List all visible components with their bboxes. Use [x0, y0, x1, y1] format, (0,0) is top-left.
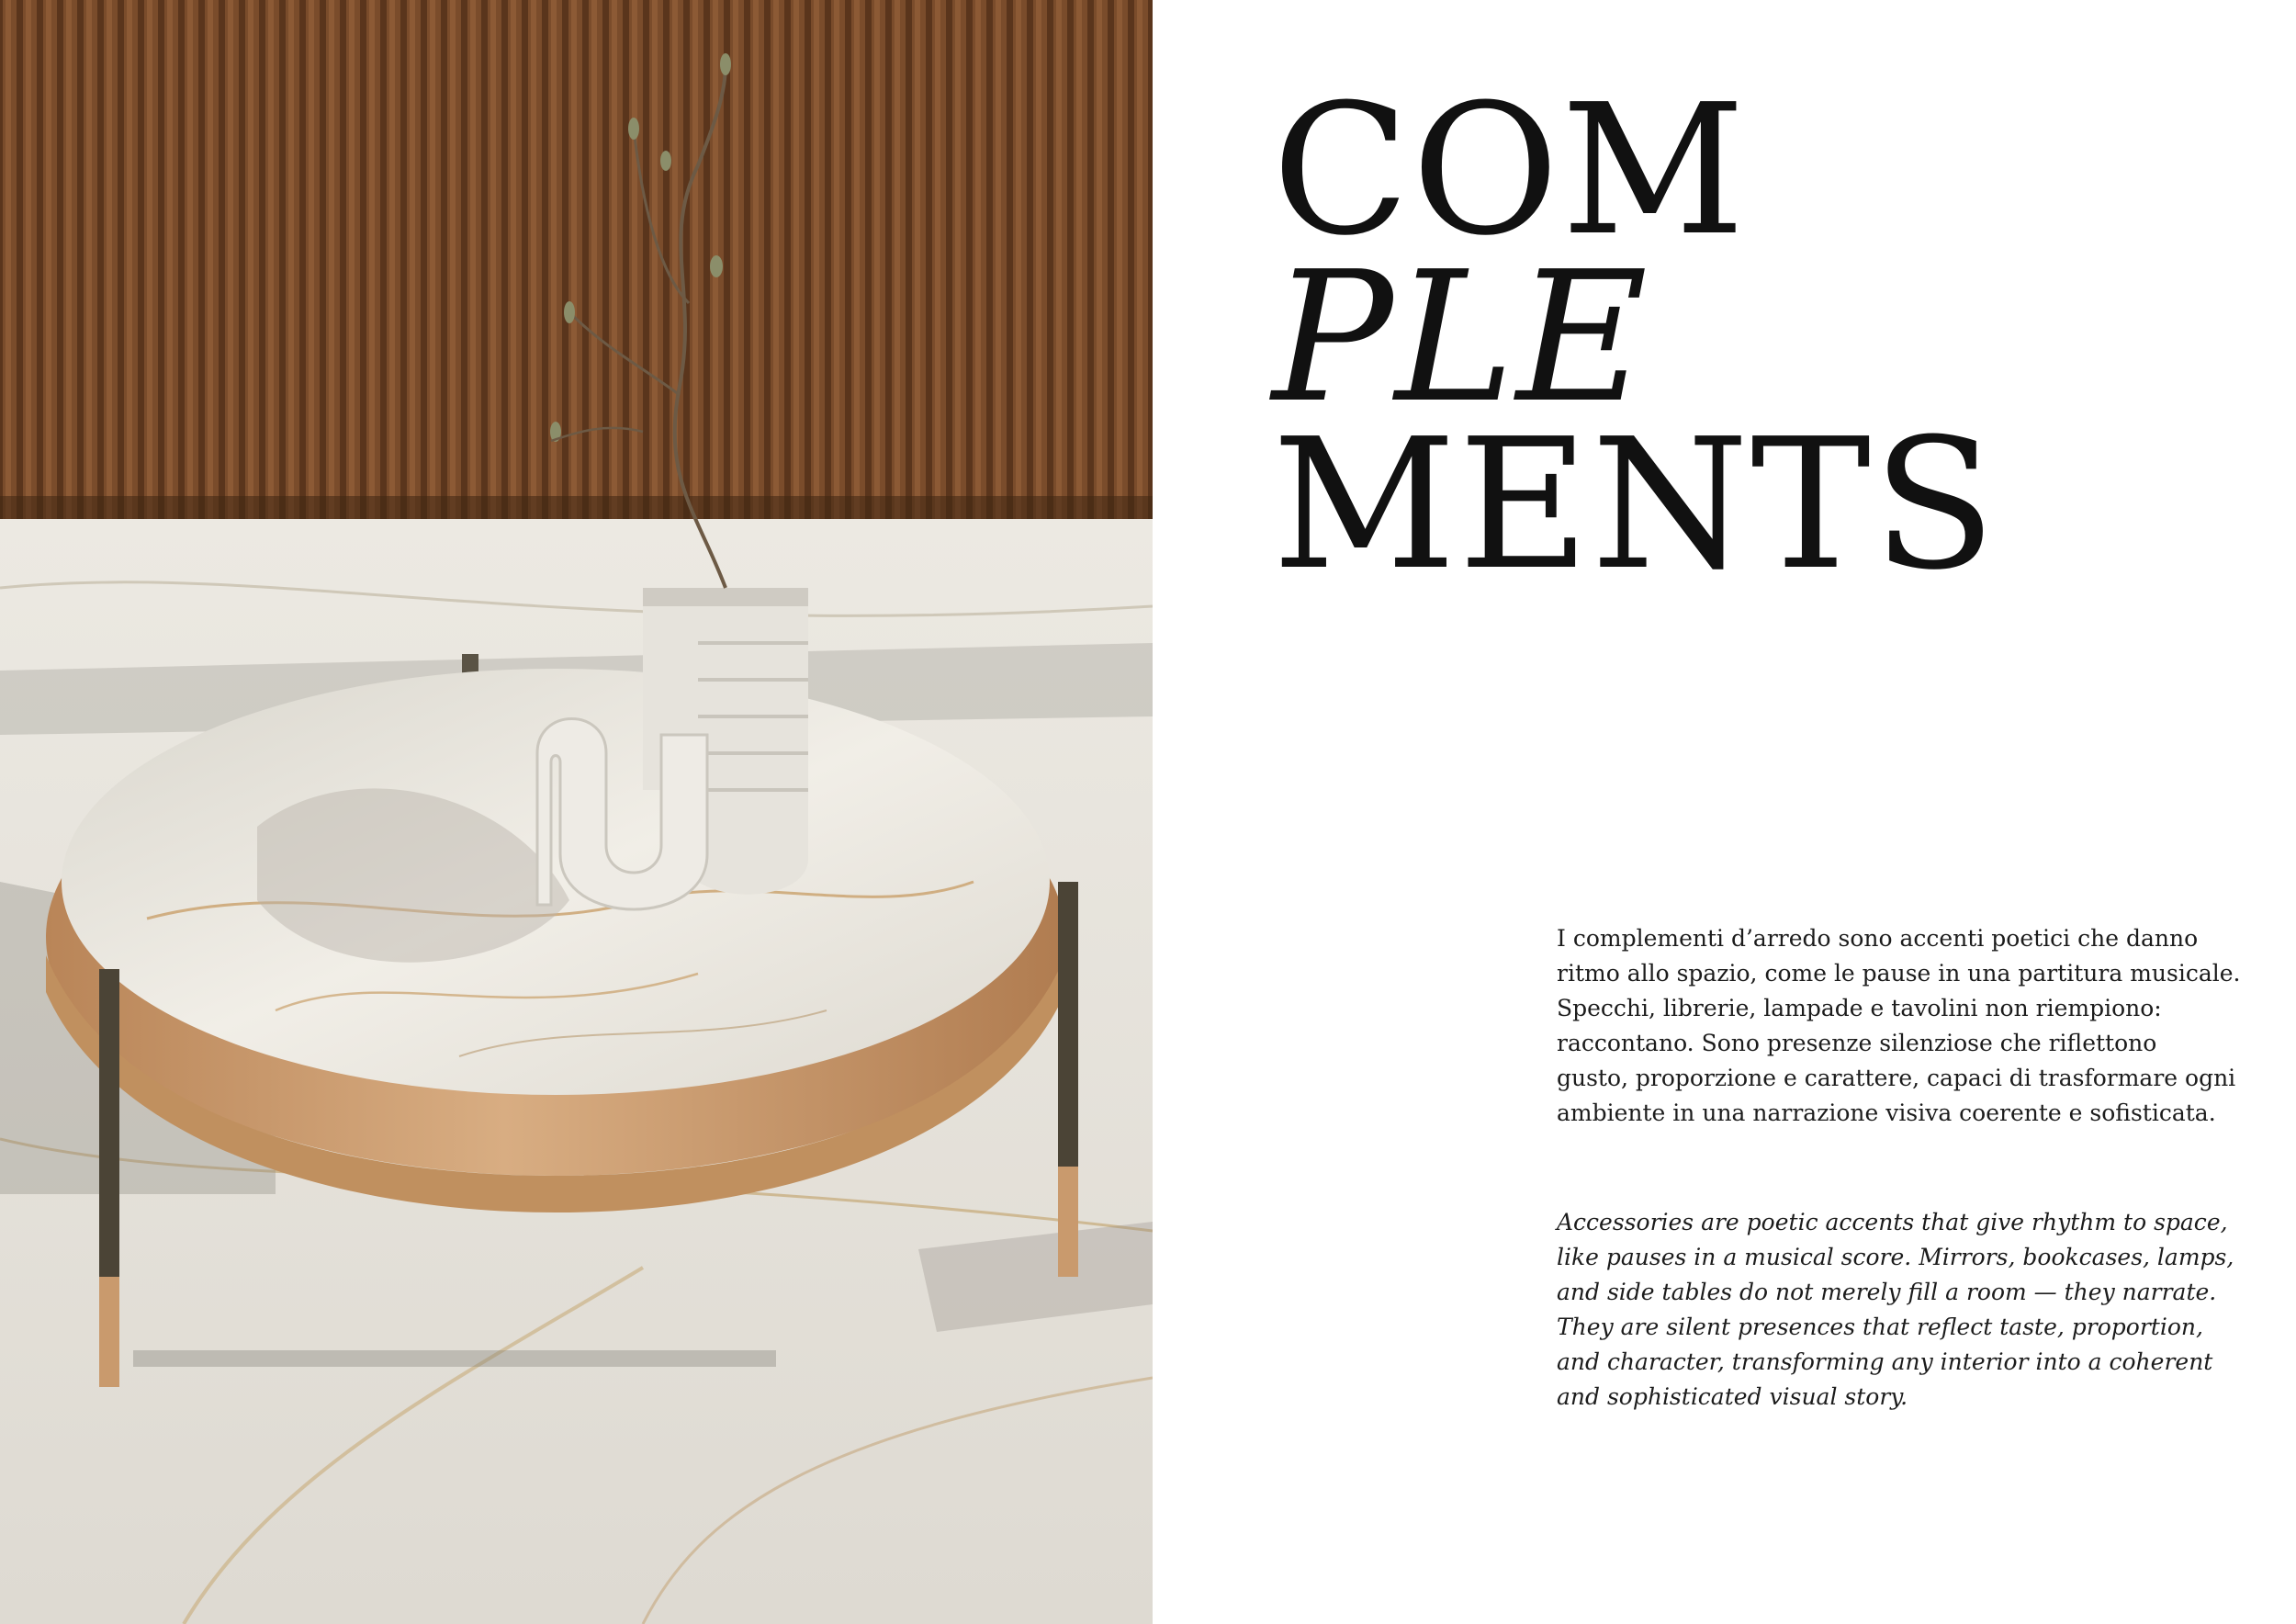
italian-line: I complementi d’arredo sono accenti poetici che danno: [1557, 925, 2199, 952]
italian-line: Specchi, librerie, lampade e tavolini non riempiono:: [1557, 995, 2162, 1021]
title-line-1: COM: [1272, 66, 1748, 276]
page-title: [1272, 66, 1998, 610]
english-line: and sophisticated visual story.: [1557, 1383, 1908, 1410]
text-page: [1153, 0, 2296, 1624]
english-paragraph: [1557, 1205, 2234, 1415]
title-line-2: PLE: [1272, 233, 1650, 443]
title-line-3: MENTS: [1272, 400, 1998, 610]
english-line: They are silent presences that reflect taste, proportion,: [1557, 1314, 2203, 1340]
english-line: and side tables do not merely fill a room — they narrate.: [1557, 1279, 2217, 1305]
wood-slat-wall: [0, 0, 1153, 519]
italian-paragraph: [1557, 921, 2241, 1131]
italian-line: gusto, proporzione e carattere, capaci di trasformare ogni: [1557, 1065, 2236, 1091]
english-line: like pauses in a musical score. Mirrors, bookcases, lamps,: [1557, 1244, 2234, 1270]
italian-line: ritmo allo spazio, come le pause in una partitura musicale.: [1557, 960, 2241, 987]
english-line: Accessories are poetic accents that give rhythm to space,: [1557, 1209, 2228, 1235]
italian-line: ambiente in una narrazione visiva coerente e sofisticata.: [1557, 1100, 2216, 1126]
italian-line: raccontano. Sono presenze silenziose che riflettono: [1557, 1030, 2157, 1056]
english-line: and character, transforming any interior into a coherent: [1557, 1348, 2213, 1375]
